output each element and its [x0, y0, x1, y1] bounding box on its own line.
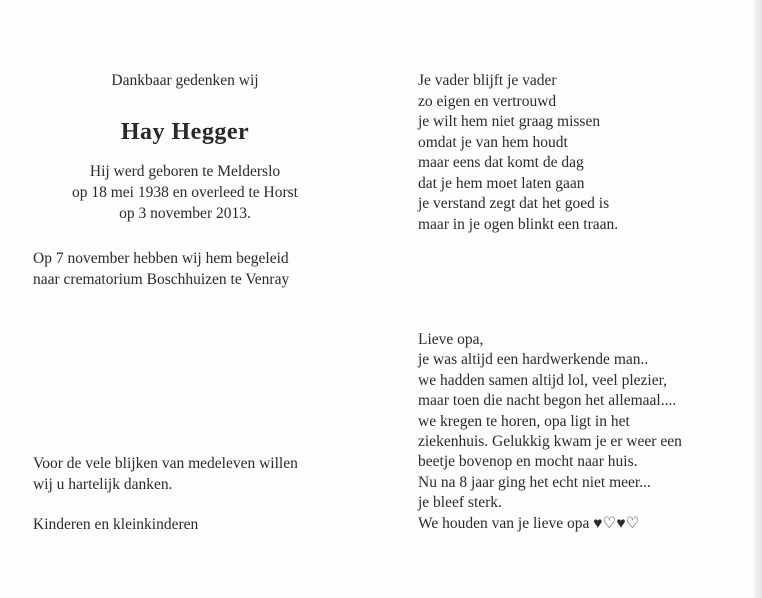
- poem-line: je wilt hem niet graag missen: [418, 113, 601, 130]
- message-line: we kregen te horen, opa ligt in het: [418, 412, 630, 430]
- message-line: je was altijd een hardwerkende man..: [418, 351, 649, 369]
- message-line: we hadden samen altijd lol, veel plezier,: [418, 371, 668, 389]
- thanks-line: wij u hartelijk danken.: [33, 476, 173, 493]
- left-header-block: [20, 70, 350, 224]
- message-line: Lieve opa,: [418, 331, 484, 348]
- ceremony-text: [33, 248, 353, 290]
- birth-line: op 18 mei 1938 en overleed te Horst: [72, 184, 298, 201]
- intro-text: Dankbaar gedenken wij: [111, 72, 259, 89]
- poem-line: dat je hem moet laten gaan: [418, 174, 585, 192]
- message-line: ziekenhuis. Gelukkig kwam je er weer een: [418, 433, 682, 451]
- poem-line: maar eens dat komt de dag: [418, 154, 584, 171]
- thanks-line: Voor de vele blijken van medeleven willen: [33, 455, 298, 472]
- deceased-name: Hay Hegger: [120, 119, 250, 145]
- ceremony-line: Op 7 november hebben wij hem begeleid: [33, 250, 289, 267]
- poem-line: omdat je van hem houdt: [418, 133, 568, 151]
- poem-line: Je vader blijft je vader: [418, 72, 557, 89]
- message-block: [418, 330, 748, 534]
- poem-line: zo eigen en vertrouwd: [418, 92, 557, 110]
- birth-line: Hij werd geboren te Melderslo: [89, 163, 281, 180]
- message-line: beetje bovenop en mocht naar huis.: [418, 453, 638, 471]
- birth-line: op 3 november 2013.: [119, 205, 251, 222]
- message-line: maar toen die nacht begon het allemaal....: [418, 392, 677, 410]
- poem-line: je verstand zegt dat het goed is: [418, 195, 610, 212]
- family-signature: Kinderen en kleinkinderen: [33, 516, 199, 533]
- message-line: je bleef sterk.: [418, 494, 502, 512]
- ceremony-line: naar crematorium Boschhuizen te Venray: [33, 271, 290, 288]
- poem-line: maar in je ogen blinkt een traan.: [418, 215, 619, 233]
- thanks-text: [33, 453, 363, 495]
- message-line: Nu na 8 jaar ging het echt niet meer...: [418, 473, 651, 491]
- card-edge-shadow: [754, 0, 762, 598]
- poem-block: [418, 71, 738, 235]
- birth-death-text: [20, 161, 350, 224]
- message-line: We houden van je lieve opa ♥♡♥♡: [418, 514, 640, 532]
